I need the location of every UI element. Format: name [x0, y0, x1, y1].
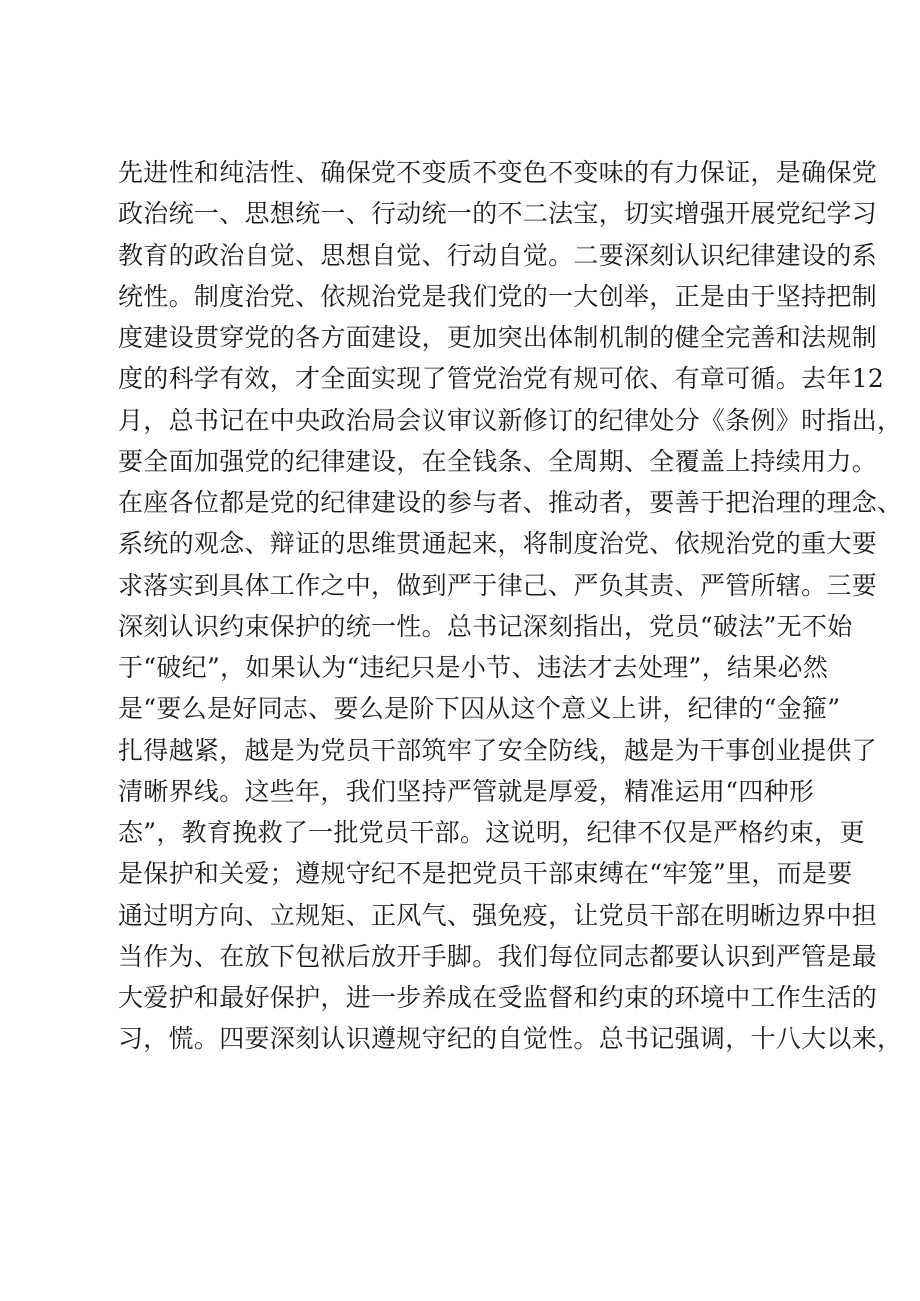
text-line: 度的科学有效，才全面实现了管党治党有规可依、有章可循。去年12 [118, 364, 885, 394]
text-line: 当作为、在放下包袱后放开手脚。我们每位同志都要认识到严管是最 [118, 941, 878, 971]
text-line: 大爱护和最好保护，进一步养成在受监督和约束的环境中工作生活的 [118, 983, 878, 1012]
text-line: 于“破纪”，如果认为“违纪只是小节、违法才去处理”，结果必然 [118, 653, 829, 682]
text-line: 求落实到具体工作之中，做到严于律己、严负其责、严管所辖。三要 [118, 570, 878, 600]
text-line: 在座各位都是党的纪律建设的参与者、推动者，要善于把治理的理念、 [118, 488, 903, 517]
text-line: 月，总书记在中央政治局会议审议新修订的纪律处分《条例》时指出， [118, 405, 903, 435]
text-line: 习，慌。四要深刻认识遵规守纪的自觉性。总书记强调，十八大以来， [118, 1024, 903, 1054]
text-line: 扎得越紧，越是为党员干部筑牢了安全防线，越是为干事创业提供了 [118, 735, 878, 765]
text-line: 态”，教育挽救了一批党员干部。这说明，纪律不仅是严格约束，更 [118, 818, 865, 847]
text-line: 是“要么是好同志、要么是阶下囚从这个意义上讲，纪律的“金箍” [118, 694, 841, 724]
body-paragraph [118, 152, 903, 1060]
text-line: 是保护和关爱；遵规守纪不是把党员干部束缚在“牢笼”里，而是要 [118, 859, 853, 889]
text-line: 先进性和纯洁性、确保党不变质不变色不变味的有力保证，是确保党 [118, 158, 878, 187]
text-line: 通过明方向、立规矩、正风气、强免疫，让党员干部在明晰边界中担 [118, 900, 878, 930]
text-line: 教育的政治自觉、思想自觉、行动自觉。二要深刻认识纪律建设的系 [118, 240, 878, 270]
text-line: 要全面加强党的纪律建设，在全钱条、全周期、全覆盖上持续用力。 [118, 446, 878, 476]
text-line: 清晰界线。这些年，我们坚持严管就是厚爱，精准运用“四种形 [118, 776, 815, 806]
text-line: 政治统一、思想统一、行动统一的不二法宝，切实增强开展党纪学习 [118, 199, 878, 229]
text-line: 度建设贯穿党的各方面建设，更加突出体制机制的健全完善和法规制 [118, 323, 878, 352]
text-line: 深刻认识约束保护的统一性。总书记深刻指出，党员“破法”无不始 [118, 611, 853, 641]
text-line: 统性。制度治党、依规治党是我们党的一大创举，正是由于坚持把制 [118, 281, 878, 311]
text-line: 系统的观念、辩证的思维贯通起来，将制度治党、依规治党的重大要 [118, 529, 878, 559]
